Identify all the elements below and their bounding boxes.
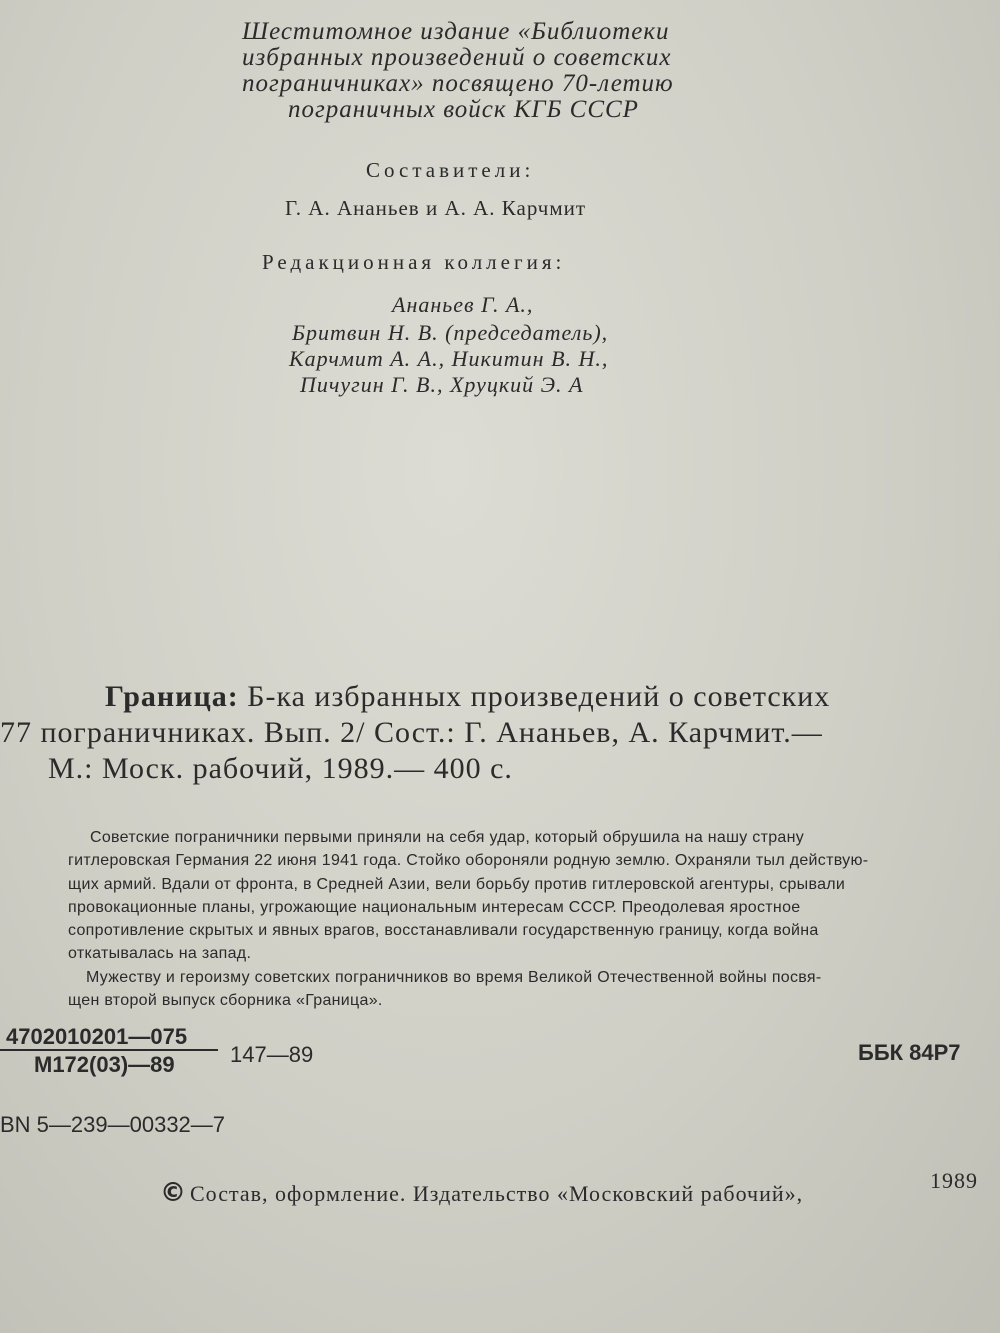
dedication-line-2: избранных произведений о советских <box>242 44 672 71</box>
annotation-line: щих армий. Вдали от фронта, в Средней Азии, вели борьбу против гитлеровской агентуры, срывали <box>68 876 846 893</box>
annotation-line: гитлеровская Германия 22 июня 1941 года. Стойко обороняли родную землю. Охраняли тыл действую- <box>68 852 869 869</box>
editorial-board-member: Ананьев Г. А., <box>392 292 534 317</box>
fraction-bar <box>0 1049 218 1051</box>
copyright-text: Состав, оформление. Издательство «Московский рабочий», <box>190 1181 804 1206</box>
compilers-names: Г. А. Ананьев и А. А. Карчмит <box>285 196 587 220</box>
dedication-line-1: Шеститомное издание «Библиотеки <box>242 18 670 45</box>
editorial-board-heading: Редакционная коллегия: <box>262 250 566 274</box>
code-numerator: 4702010201—075 <box>6 1024 188 1049</box>
bbk-code: ББК 84Р7 <box>858 1040 961 1065</box>
biblio-line-3: М.: Моск. рабочий, 1989.— 400 с. <box>48 752 513 785</box>
editorial-board-member: Бритвин Н. В. (председатель), <box>292 320 609 345</box>
editorial-board-member: Пичугин Г. В., Хруцкий Э. А <box>300 372 584 397</box>
biblio-line-1-text: Б-ка избранных произведений о советских <box>247 680 831 713</box>
annotation-line: откатывалась на запад. <box>68 945 252 962</box>
biblio-line-1 <box>105 680 830 714</box>
order-number: 147—89 <box>230 1042 314 1067</box>
editorial-board-member: Карчмит А. А., Никитин В. Н., <box>289 346 609 371</box>
compilers-heading: Составители: <box>366 158 535 182</box>
copyright-line <box>160 1178 803 1208</box>
annotation-line: щен второй выпуск сборника «Граница». <box>68 992 383 1009</box>
dedication-line-4: пограничных войск КГБ СССР <box>288 96 639 123</box>
annotation-line: провокационные планы, угрожающие национальным интересам СССР. Преодолевая яростное <box>68 899 801 916</box>
copyright-icon: © <box>160 1178 186 1208</box>
annotation-line: Советские пограничники первыми приняли на себя удар, который обрушила на нашу страну <box>90 829 805 846</box>
copyright-year: 1989 <box>930 1168 978 1193</box>
annotation-line: сопротивление скрытых и явных врагов, восстанавливали государственную границу, когда война <box>68 922 819 939</box>
isbn: BN 5—239—00332—7 <box>0 1112 226 1137</box>
code-denominator: М172(03)—89 <box>34 1052 175 1077</box>
annotation-line: Мужеству и героизму советских пограничников во время Великой Отечественной войны посвя- <box>86 969 822 986</box>
biblio-title: Граница: <box>105 680 239 713</box>
biblio-line-2: 77 пограничниках. Вып. 2/ Сост.: Г. Ананьев, А. Карчмит.— <box>0 716 823 749</box>
dedication-line-3: пограничниках» посвящено 70-летию <box>242 70 674 97</box>
